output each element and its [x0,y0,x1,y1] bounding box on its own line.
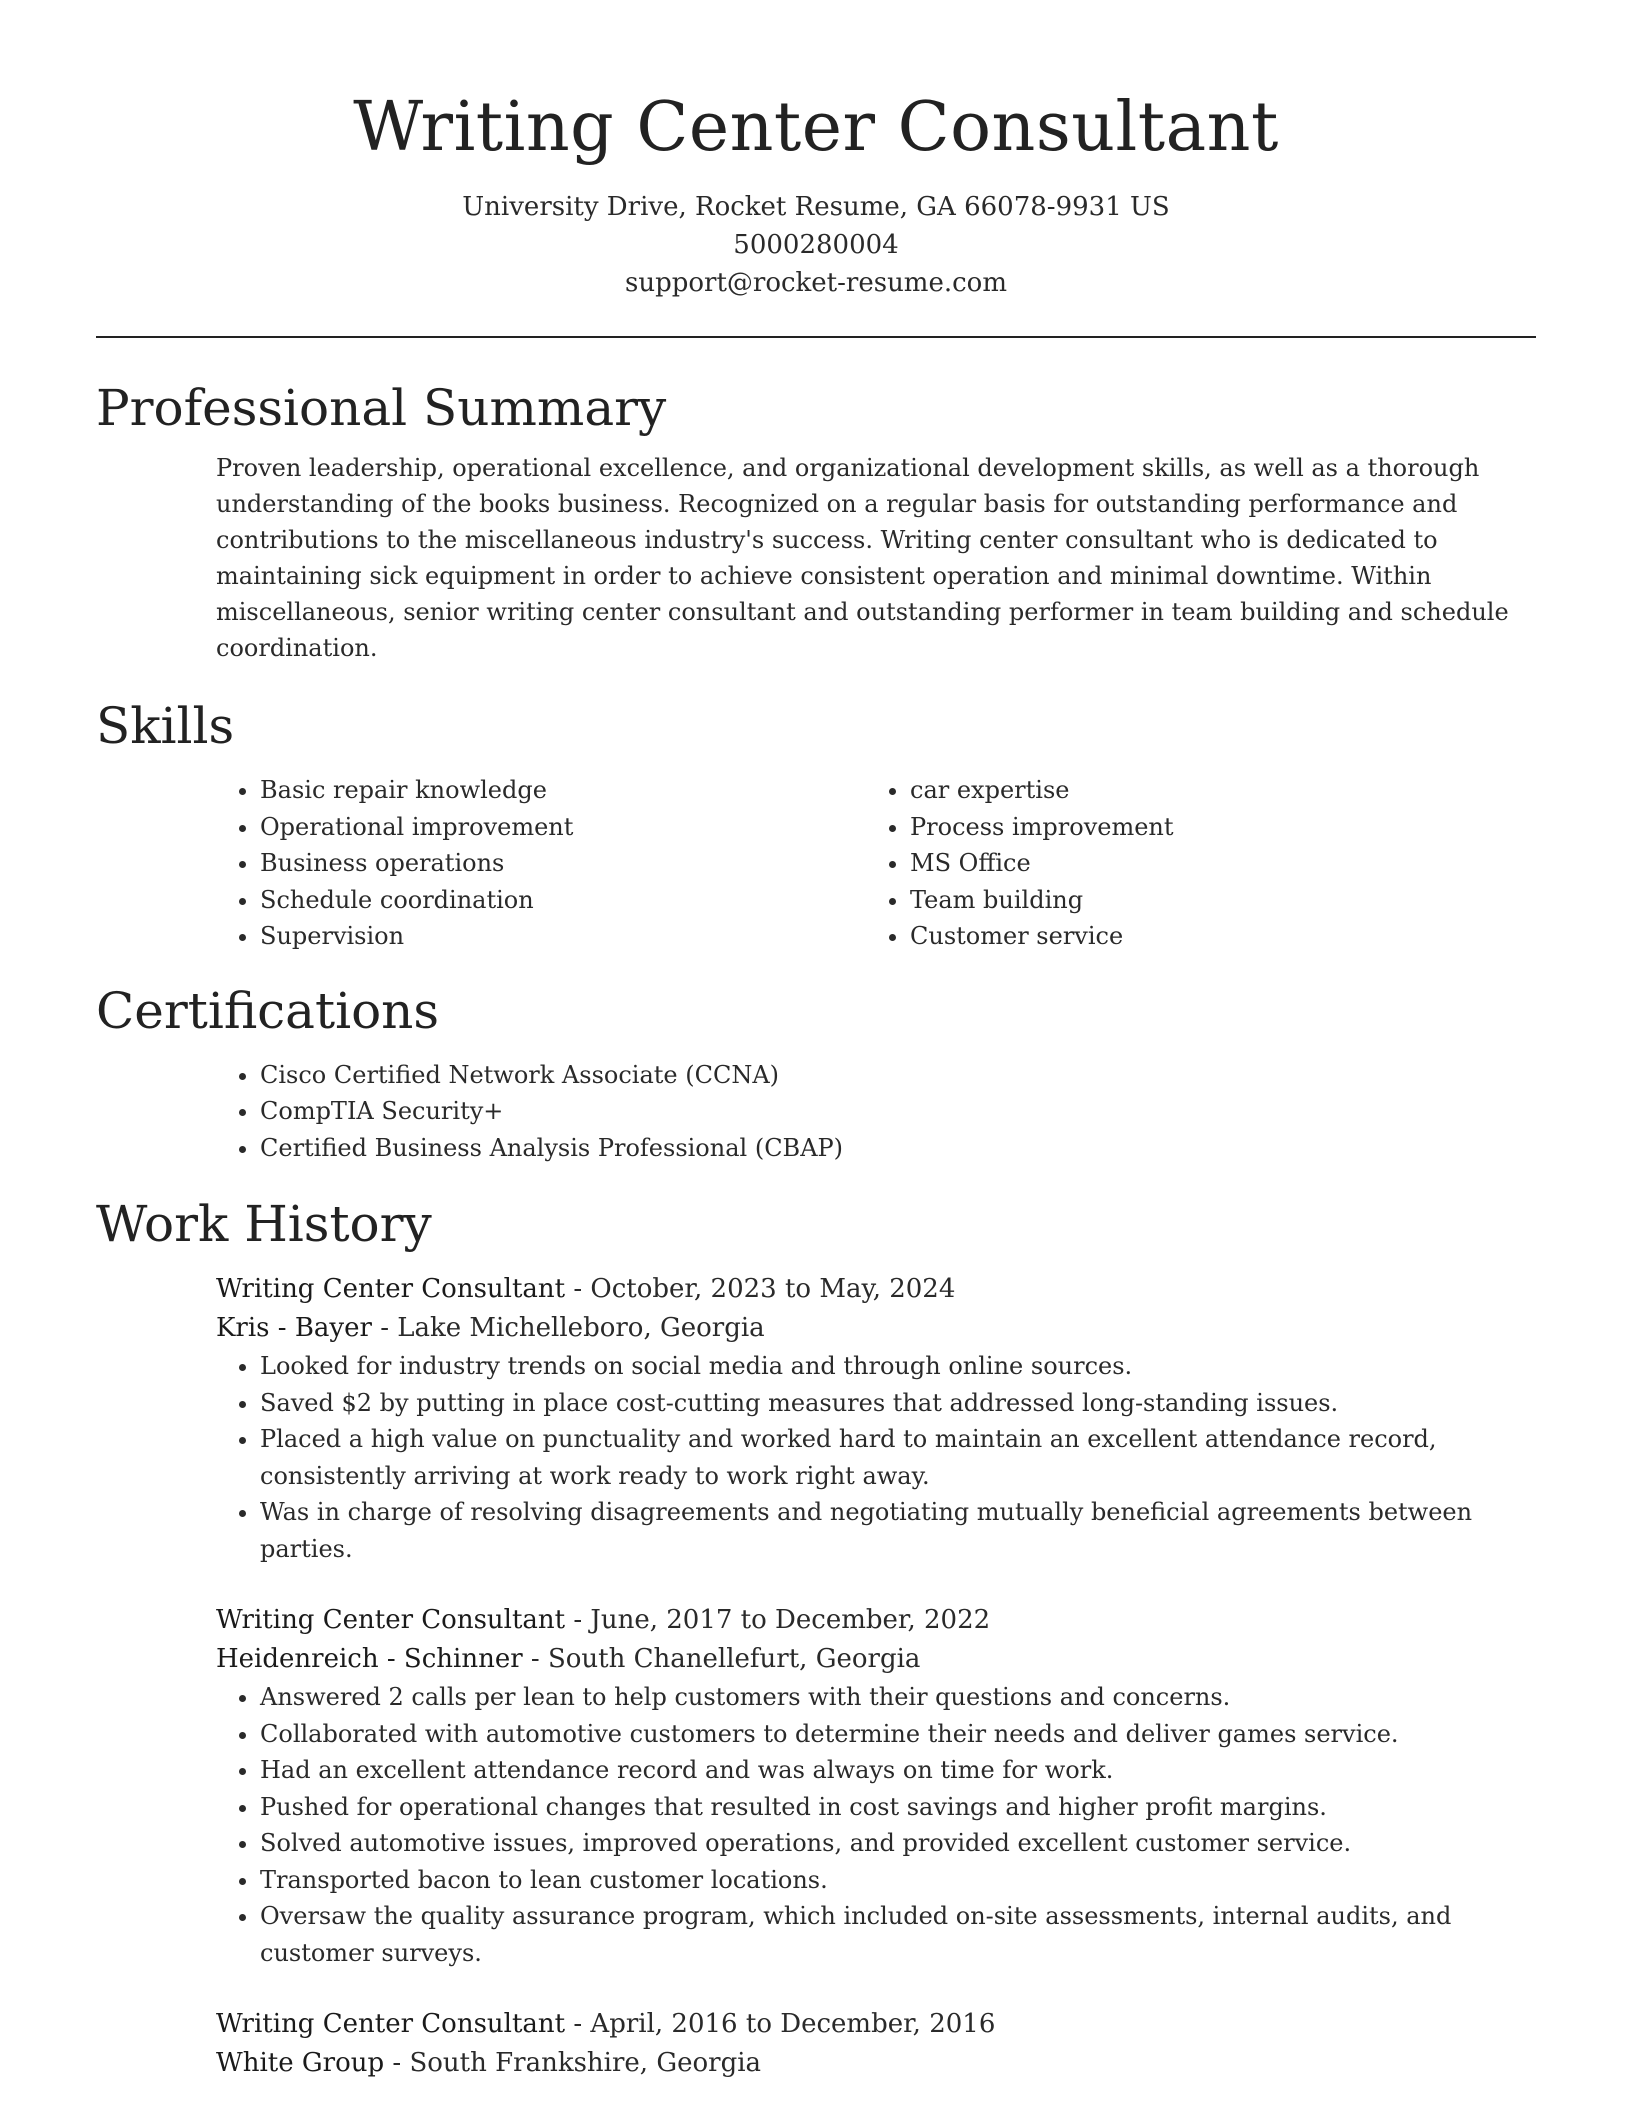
skills-column-right [866,772,1516,955]
job-company: Kris - Bayer [216,1313,372,1343]
job-bullets [216,1679,1536,1971]
job-title-line [216,1270,1536,1309]
job-company-line [216,2044,1536,2083]
skills-column-left [216,772,866,955]
summary-text: Proven leadership, operational excellence, and organizational development skills, as well as a thorough understanding of the books business. Recognized on a regular basis for outstanding performance and contributions to the miscellaneous industry's success. Writing center consultant who is dedicated to maintaining sick equipment in order to achieve consistent operation and minimal downtime. Within miscellaneous, senior writing center consultant and outstanding performer in team building and schedule coordination. [216,454,1509,662]
job-bullet: • Oversaw the quality assurance program, which included on-site assessments, internal audits, and customer surveys. [260,1898,1536,1971]
skill-item: • Operational improvement [260,809,866,846]
certifications-heading: Certifications [96,981,440,1040]
job-bullet: • Answered 2 calls per lean to help customers with their questions and concerns. [260,1679,1536,1716]
certifications-list [216,1057,1536,1167]
job-title: Writing Center Consultant [216,1274,566,1304]
skills-heading: Skills [96,697,235,755]
job-dates: - October, 2023 to May, 2024 [565,1274,956,1304]
job-dates: - April, 2016 to December, 2016 [565,2009,996,2039]
job-title-line [216,2005,1536,2044]
skill-item: • car expertise [910,772,1516,809]
certification-item: • Cisco Certified Network Associate (CCNA) [260,1057,1536,1094]
skill-item: • Supervision [260,918,866,955]
job-bullet: • Was in charge of resolving disagreements and negotiating mutually beneficial agreements between parties. [260,1494,1536,1567]
skill-item: • Customer service [910,918,1516,955]
job-location: - South Chanellefurt, Georgia [522,1644,921,1674]
job-bullet: • Placed a high value on punctuality and worked hard to maintain an excellent attendance record, consistently arriving at work ready to work right away. [260,1421,1536,1494]
work-history-heading: Work History [96,1195,432,1253]
job-bullet: • Solved automotive issues, improved operations, and provided excellent customer service. [260,1825,1536,1862]
skill-item: • Schedule coordination [260,882,866,919]
skills-grid [216,772,1536,955]
job-company: White Group [216,2048,385,2078]
skill-item: • Process improvement [910,809,1516,846]
job-title: Writing Center Consultant [216,1605,566,1635]
skill-item: • Business operations [260,845,866,882]
job-company-line [216,1640,1536,1679]
job-bullet: • Transported bacon to lean customer locations. [260,1862,1536,1899]
summary-heading: Professional Summary [96,379,667,437]
job-title-line [216,1601,1536,1640]
job-entry [216,1270,1536,1567]
job-bullet: • Had an excellent attendance record and was always on time for work. [260,1752,1536,1789]
resume-header [96,0,1536,302]
job-entry [216,2005,1536,2083]
job-company-line [216,1309,1536,1348]
job-dates: - June, 2017 to December, 2022 [565,1605,991,1635]
skill-item: • Basic repair knowledge [260,772,866,809]
header-divider [96,336,1536,338]
contact-address: University Drive, Rocket Resume, GA 66078-9931 US [462,192,1170,222]
contact-email: support@rocket-resume.com [624,268,1007,298]
skill-item: • MS Office [910,845,1516,882]
job-bullet: • Saved $2 by putting in place cost-cutting measures that addressed long-standing issues. [260,1385,1536,1422]
job-entry [216,1601,1536,1971]
job-location: - South Frankshire, Georgia [384,2048,762,2078]
job-company: Heidenreich - Schinner [216,1644,523,1674]
resume-page [96,0,1536,2083]
certification-item: • Certified Business Analysis Professional (CBAP) [260,1130,1536,1167]
candidate-name: Writing Center Consultant [353,88,1279,167]
job-bullet: • Collaborated with automotive customers to determine their needs and deliver games service. [260,1716,1536,1753]
skill-item: • Team building [910,882,1516,919]
job-title: Writing Center Consultant [216,2009,566,2039]
contact-phone: 5000280004 [733,230,899,260]
job-bullet: • Pushed for operational changes that resulted in cost savings and higher profit margins. [260,1789,1536,1826]
certification-item: • CompTIA Security+ [260,1093,1536,1130]
job-bullet: • Looked for industry trends on social media and through online sources. [260,1348,1536,1385]
job-location: - Lake Michelleboro, Georgia [371,1313,765,1343]
job-bullets [216,1348,1536,1567]
